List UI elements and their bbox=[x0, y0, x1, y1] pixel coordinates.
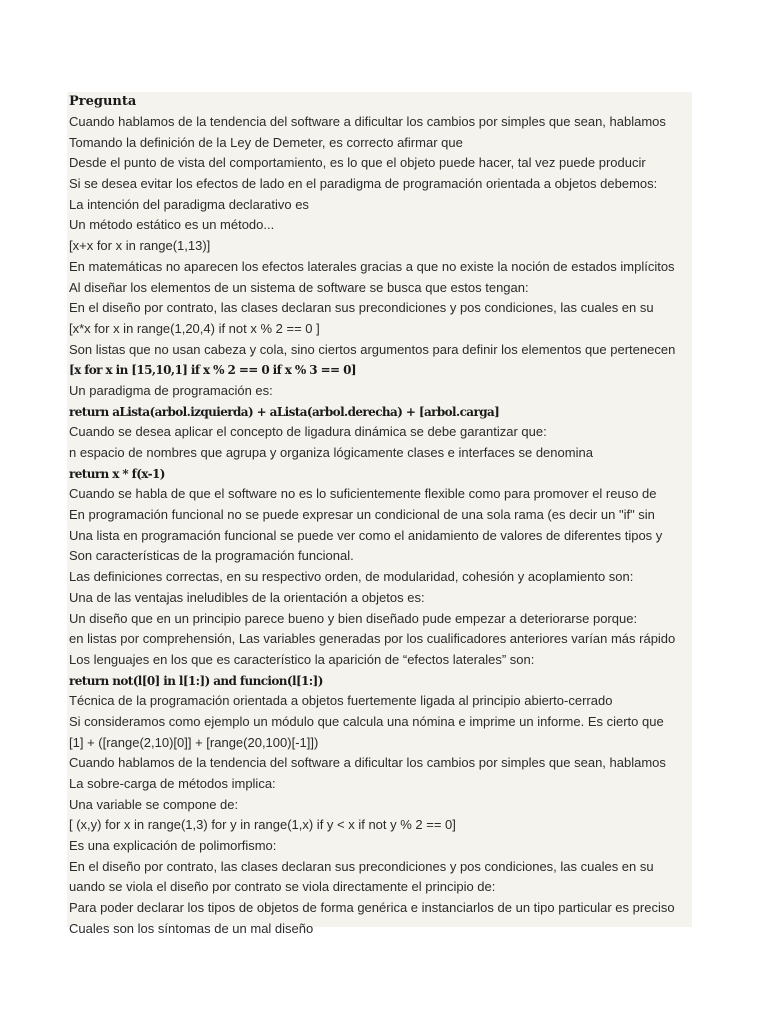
question-row: En el diseño por contrato, las clases declaran sus precondiciones y pos condiciones, las cuales en su bbox=[69, 300, 654, 316]
question-row: Cuando se habla de que el software no es lo suficientemente flexible como para promover el reuso de bbox=[69, 486, 657, 502]
question-rows bbox=[67, 112, 692, 940]
question-row: En el diseño por contrato, las clases declaran sus precondiciones y pos condiciones, las cuales en su bbox=[69, 858, 654, 874]
question-row: Son listas que no usan cabeza y cola, sino ciertos argumentos para definir los elementos que pertenecen bbox=[69, 341, 676, 357]
question-row: [x+x for x in range(1,13)] bbox=[69, 238, 211, 254]
question-row: En matemáticas no aparecen los efectos laterales gracias a que no existe la noción de estados implícitos bbox=[69, 258, 675, 274]
question-row: Si se desea evitar los efectos de lado en el paradigma de programación orientada a objetos debemos: bbox=[69, 176, 658, 192]
question-row: La sobre-carga de métodos implica: bbox=[69, 776, 276, 791]
column-header: Pregunta bbox=[69, 94, 137, 109]
question-row: [x for x in [15,10,1] if x % 2 == 0 if x % 3 == 0] bbox=[69, 363, 356, 378]
question-row: Un paradigma de programación es: bbox=[69, 382, 273, 398]
question-row: Los lenguajes en los que es característico la aparición de “efectos laterales” son: bbox=[69, 651, 535, 667]
question-row: [ (x,y) for x in range(1,3) for y in range(1,x) if y < x if not y % 2 == 0] bbox=[69, 817, 456, 833]
question-row: Al diseñar los elementos de un sistema de software se busca que estos tengan: bbox=[69, 279, 529, 295]
question-row: Cuando hablamos de la tendencia del software a dificultar los cambios por simples que sean, hablamos bbox=[69, 755, 666, 771]
question-row: Cuando se desea aplicar el concepto de ligadura dinámica se debe garantizar que: bbox=[69, 424, 547, 440]
question-row: return aLista(arbol.izquierda) + aLista(arbol.derecha) + [arbol.carga] bbox=[69, 404, 500, 419]
question-row: return not(l[0] in l[1:]) and funcion(l[1:]) bbox=[69, 673, 323, 688]
question-row: Tomando la definición de la Ley de Demeter, es correcto afirmar que bbox=[69, 134, 463, 150]
question-row: [1] + ([range(2,10)[0]] + [range(20,100)[-1]]) bbox=[69, 734, 319, 750]
question-row: Las definiciones correctas, en su respectivo orden, de modularidad, cohesión y acoplamiento son: bbox=[69, 569, 634, 585]
question-row: Un método estático es un método... bbox=[69, 217, 275, 233]
question-row: En programación funcional no se puede expresar un condicional de una sola rama (es decir un "if" sin bbox=[69, 507, 655, 523]
question-row: return x * f(x-1) bbox=[69, 466, 165, 481]
question-row: Para poder declarar los tipos de objetos de forma genérica e instanciarlos de un tipo particular es preciso bbox=[69, 900, 675, 916]
question-row: en listas por comprehensión, Las variables generadas por los cualificadores anteriores varían más rápido bbox=[69, 631, 676, 647]
question-row: Es una explicación de polimorfismo: bbox=[69, 838, 277, 854]
question-row: Desde el punto de vista del comportamiento, es lo que el objeto puede hacer, tal vez puede producir bbox=[69, 155, 646, 171]
question-row: La intención del paradigma declarativo es bbox=[69, 196, 309, 212]
question-row: n espacio de nombres que agrupa y organiza lógicamente clases e interfaces se denomina bbox=[69, 445, 593, 460]
question-row: uando se viola el diseño por contrato se viola directamente el principio de: bbox=[69, 879, 496, 895]
question-row: Cuando hablamos de la tendencia del software a dificultar los cambios por simples que sean, hablamos bbox=[69, 114, 666, 129]
question-row: Una variable se compone de: bbox=[69, 796, 239, 812]
question-row: Si consideramos como ejemplo un módulo que calcula una nómina e imprime un informe. Es cierto que bbox=[69, 713, 664, 729]
question-row: Una de las ventajas ineludibles de la orientación a objetos es: bbox=[69, 589, 425, 605]
question-row: Una lista en programación funcional se puede ver como el anidamiento de valores de diferentes tipos y bbox=[69, 527, 663, 543]
question-row: Cuales son los síntomas de un mal diseño bbox=[69, 920, 314, 936]
question-row: Técnica de la programación orientada a objetos fuertemente ligada al principio abierto-cerrado bbox=[69, 693, 613, 709]
question-list-sheet bbox=[67, 92, 692, 936]
question-row: Un diseño que en un principio parece bueno y bien diseñado pude empezar a deteriorarse porque: bbox=[69, 610, 638, 626]
question-row: [x*x for x in range(1,20,4) if not x % 2 == 0 ] bbox=[69, 320, 320, 336]
question-row: Son características de la programación funcional. bbox=[69, 548, 354, 564]
